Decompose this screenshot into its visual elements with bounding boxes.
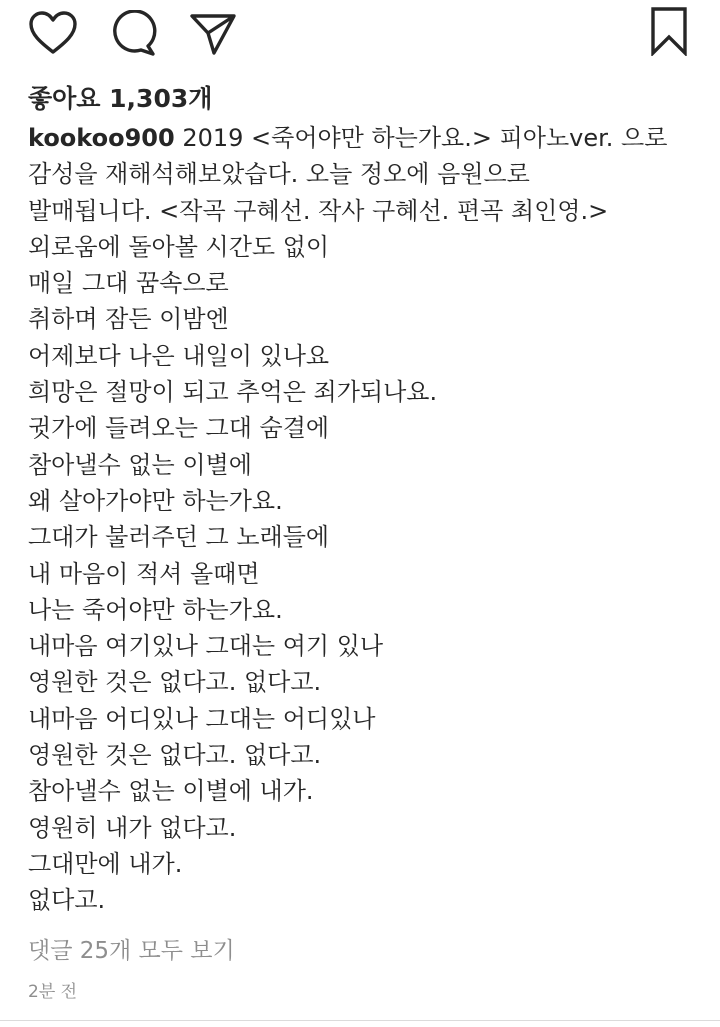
caption-first-line (28, 120, 698, 156)
caption-line: 내마음 여기있나 그대는 여기 있나 (28, 632, 384, 661)
view-all-comments-link[interactable]: 댓글 25개 모두 보기 (28, 938, 235, 964)
caption-line: 취하며 잠든 이밤엔 (28, 305, 229, 334)
caption-line: 내 마음이 적셔 올때면 (28, 559, 260, 588)
divider (0, 1020, 720, 1021)
caption-line: 내마음 어디있나 그대는 어디있나 (28, 704, 376, 733)
comment-icon[interactable] (108, 10, 158, 58)
caption-line: 영원히 내가 없다고. (28, 813, 237, 842)
caption-line: 왜 살아가야만 하는가요. (28, 486, 283, 515)
caption-line: 참아낼수 없는 이별에 (28, 450, 252, 479)
username[interactable]: kookoo900 (28, 124, 175, 152)
caption-line: 어제보다 나은 내일이 있나요 (28, 341, 330, 370)
post-caption (28, 120, 698, 919)
send-icon[interactable] (188, 10, 238, 56)
caption-line: 영원한 것은 없다고. 없다고. (28, 741, 322, 770)
caption-line: 감성을 재해석해보았습다. 오늘 정오에 음원으로 (28, 160, 530, 189)
action-bar (0, 0, 720, 66)
caption-line: 영원한 것은 없다고. 없다고. (28, 668, 322, 697)
caption-line: 그대가 불러주던 그 노래들에 (28, 523, 330, 552)
caption-line: 매일 그대 꿈속으로 (28, 269, 229, 298)
caption-line: 그대만에 내가. (28, 849, 183, 878)
post-timestamp: 2분 전 (28, 982, 78, 1002)
caption-line: 발매됩니다. <작곡 구혜선. 작사 구혜선. 편곡 최인영.> (28, 196, 609, 225)
caption-line: 희망은 절망이 되고 추억은 죄가되나요. (28, 378, 438, 407)
heart-icon[interactable] (28, 10, 78, 56)
caption-line: 나는 죽어야만 하는가요. (28, 595, 283, 624)
caption-line: 없다고. (28, 886, 106, 915)
bookmark-icon[interactable] (650, 6, 688, 56)
caption-line: 외로움에 돌아볼 시간도 없이 (28, 232, 330, 261)
caption-line: 귓가에 들려오는 그대 숨결에 (28, 414, 330, 443)
likes-count[interactable]: 좋아요 1,303개 (28, 84, 213, 113)
caption-line: 참아낼수 없는 이별에 내가. (28, 777, 314, 806)
caption-text: 2019 <죽어야만 하는가요.> 피아노ver. 으로 (174, 124, 668, 152)
